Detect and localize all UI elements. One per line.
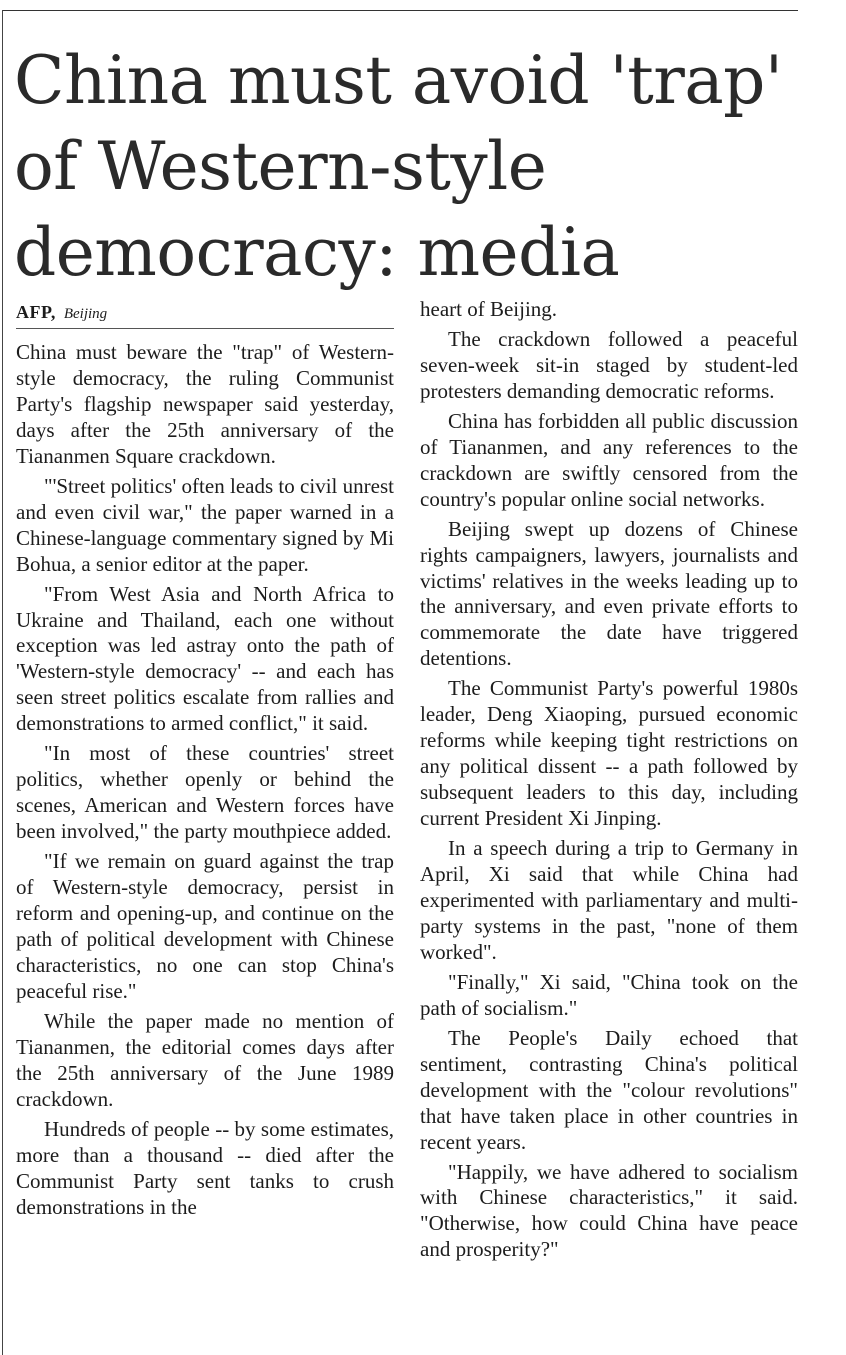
paragraph: Beijing swept up dozens of Chinese rights campaigners, lawyers, journalists and victims' relatives in the weeks leading up to the anniversary, and even private efforts to commemorate the date have triggered detentions.: [420, 516, 798, 671]
paragraph: China has forbidden all public discussion of Tiananmen, and any references to the crackdown are swiftly censored from the country's popular online social networks.: [420, 408, 798, 511]
paragraph: Hundreds of people -- by some estimates, more than a thousand -- died after the Communist Party sent tanks to crush demonstrations in the: [16, 1116, 394, 1219]
headline: China must avoid 'trap' of Western-style democracy: media: [14, 42, 783, 291]
byline-dateline: Beijing: [63, 306, 108, 322]
paragraph: China must beware the "trap" of Western-style democracy, the ruling Communist Party's flagship newspaper said yesterday, days after the 25th anniversary of the Tiananmen Square crackdown.: [16, 340, 394, 468]
paragraph: The People's Daily echoed that sentiment, contrasting China's political development with the "colour revolutions" that have taken place in other countries in recent years.: [420, 1025, 798, 1154]
paragraph: The Communist Party's powerful 1980s leader, Deng Xiaoping, pursued economic reforms while keeping tight restrictions on any political dissent -- a path followed by subsequent leaders to this day, including current President Xi Jinping.: [420, 676, 798, 831]
paragraph: While the paper made no mention of Tiananmen, the editorial comes days after the 25th anniversary of the June 1989 crackdown.: [16, 1008, 394, 1111]
paragraph: "If we remain on guard against the trap of Western-style democracy, persist in reform and opening-up, and continue on the path of political development with Chinese characteristics, no one can stop China's peaceful rise.": [16, 849, 394, 1003]
left-rule: [2, 10, 3, 1355]
byline: [16, 302, 394, 329]
paragraph-continued: heart of Beijing.: [420, 297, 558, 321]
article-column-1: [16, 340, 394, 1355]
paragraph: "In most of these countries' street politics, whether openly or behind the scenes, American and Western forces have been involved," the party mouthpiece added.: [16, 741, 394, 844]
paragraph: "'Street politics' often leads to civil unrest and even civil war," the paper warned in a Chinese-language commentary signed by Mi Bohua, a senior editor at the paper.: [16, 473, 394, 576]
top-rule: [2, 10, 798, 11]
paragraph: The crackdown followed a peaceful seven-week sit-in staged by student-led protesters demanding democratic reforms.: [420, 326, 798, 403]
paragraph: "Happily, we have adhered to socialism with Chinese characteristics," it said. "Otherwise, how could China have peace and prosperity?": [420, 1159, 798, 1262]
paragraph: "From West Asia and North Africa to Ukraine and Thailand, each one without exception was led astray onto the path of 'Western-style democracy' -- and each has seen street politics escalate from rallies and demonstrations to armed conflict," it said.: [16, 581, 394, 736]
paragraph: In a speech during a trip to Germany in April, Xi said that while China had experimented with parliamentary and multi-party systems in the past, "none of them worked".: [420, 836, 798, 964]
paragraph: "Finally," Xi said, "China took on the path of socialism.": [420, 969, 798, 1020]
byline-agency: AFP,: [16, 302, 56, 322]
article-column-2: [420, 297, 798, 1337]
